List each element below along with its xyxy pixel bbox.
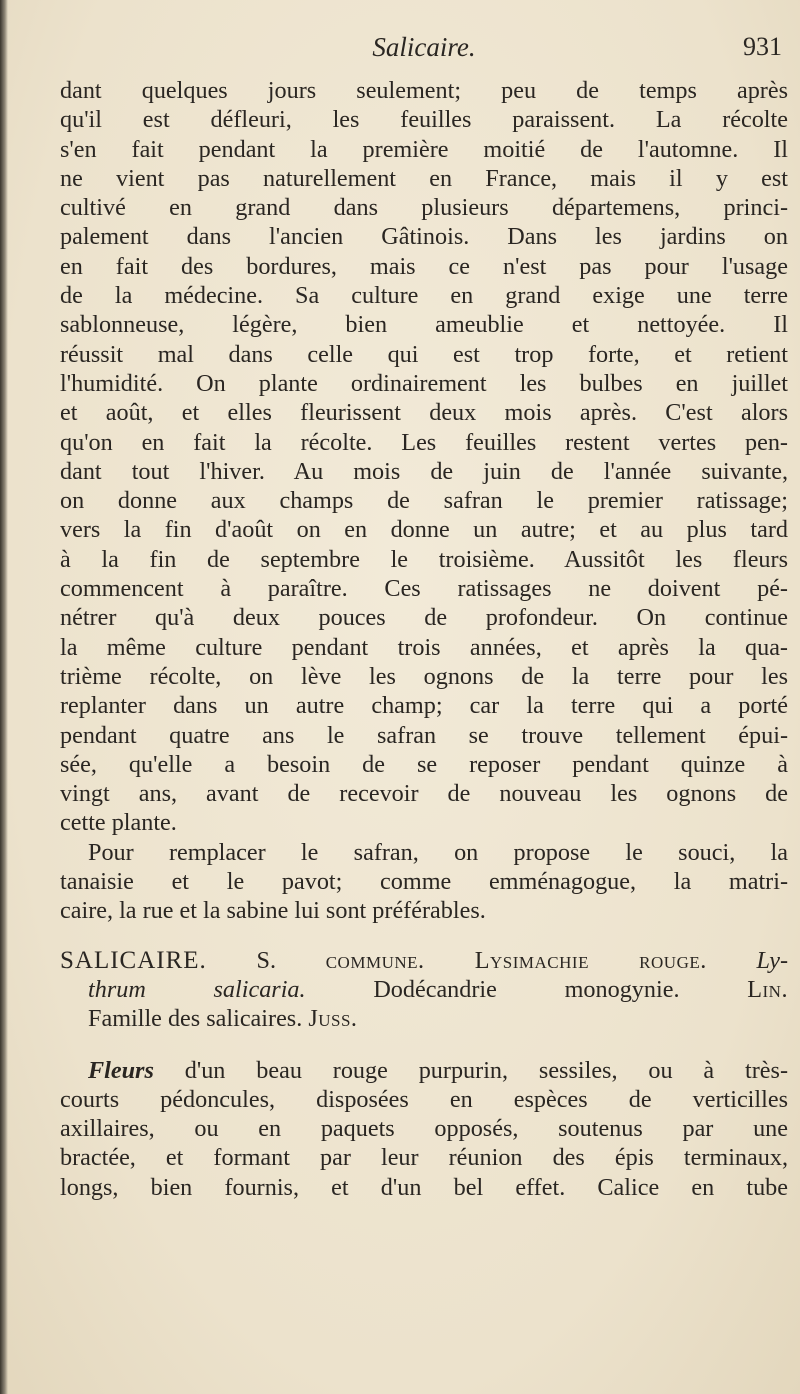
synonyms-label: S.: [256, 946, 277, 974]
text-line: la même culture pendant trois années, et après la qua-: [60, 633, 788, 661]
entry-heading-line: [60, 975, 788, 1004]
text-line: palement dans l'ancien Gâtinois. Dans les jardins on: [60, 223, 788, 251]
text-line: vers la fin d'août on en donne un autre; et au plus tard: [60, 516, 788, 544]
text-line: dant tout l'hiver. Au mois de juin de l'année suivante,: [60, 457, 788, 485]
text-line: tanaisie et le pavot; comme emménagogue, la matri-: [60, 868, 788, 896]
page-gutter-shadow: [0, 0, 8, 1394]
text-line: courts pédoncules, disposées en espèces de verticilles: [60, 1085, 788, 1113]
text-line: à la fin de septembre le troisième. Aussitôt les fleurs: [60, 545, 788, 573]
text-line: en fait des bordures, mais ce n'est pas pour l'usage: [60, 252, 788, 280]
running-title: Salicaire.: [372, 32, 476, 62]
text-line: l'humidité. On plante ordinairement les bulbes en juillet: [60, 369, 788, 397]
text-line: replanter dans un autre champ; car la terre qui a porté: [60, 692, 788, 720]
text-line: Pour remplacer le safran, on propose le souci, la: [88, 838, 788, 866]
text-line: longs, bien fournis, et d'un bel effet. Calice en tube: [60, 1173, 788, 1201]
text-line: s'en fait pendant la première moitié de l'automne. Il: [60, 135, 788, 163]
entry-heading-line: [60, 946, 788, 975]
spacer: [60, 926, 788, 946]
text-line: réussit mal dans celle qui est trop forte, et retient: [60, 340, 788, 368]
text-line: trième récolte, on lève les ognons de la terre pour les: [60, 662, 788, 690]
text-line: [60, 1056, 788, 1085]
lead-line-rest: d'un beau rouge purpurin, sessiles, ou à très-: [184, 1056, 789, 1084]
entry-synonyms: commune. Lysimachie rouge.: [325, 946, 707, 974]
text-line: qu'il est défleuri, les feuilles paraissent. La récolte: [60, 106, 788, 134]
page-header: [60, 30, 788, 70]
text-line: on donne aux champs de safran le premier ratissage;: [60, 487, 788, 515]
text-line: de la médecine. Sa culture en grand exige une terre: [60, 282, 788, 310]
text-line: qu'on en fait la récolte. Les feuilles restent vertes pen-: [60, 428, 788, 456]
authority-linnaeus: Lin.: [747, 975, 788, 1003]
body-text: [60, 76, 788, 1202]
text-line: cette plante.: [60, 809, 177, 837]
text-line: commencent à paraître. Ces ratissages ne doivent pé-: [60, 575, 788, 603]
text-line: cultivé en grand dans plusieurs départemens, princi-: [60, 194, 788, 222]
family-line: Famille des salicaires.: [88, 1005, 303, 1033]
authority-jussieu: Juss.: [308, 1005, 358, 1033]
text-line: bractée, et formant par leur réunion des épis terminaux,: [60, 1144, 788, 1172]
paragraph-lead-word: Fleurs: [88, 1056, 154, 1084]
latin-name-part1: Ly-: [756, 946, 789, 974]
page-number: 931: [743, 32, 782, 61]
text-line: axillaires, ou en paquets opposés, soutenus par une: [60, 1115, 788, 1143]
classification: Dodécandrie monogynie.: [373, 975, 680, 1003]
paragraph-safran-substitutes: [60, 838, 788, 926]
spacer: [60, 1034, 788, 1056]
text-line: sée, qu'elle a besoin de se reposer pendant quinze à: [60, 750, 788, 778]
text-line: caire, la rue et la sabine lui sont préférables.: [60, 897, 486, 925]
text-line: vingt ans, avant de recevoir de nouveau les ognons de: [60, 780, 788, 808]
paragraph-fleurs: [60, 1056, 788, 1202]
text-line: pendant quatre ans le safran se trouve tellement épui-: [60, 721, 788, 749]
paragraph-safran-culture: [60, 76, 788, 838]
text-line: dant quelques jours seulement; peu de temps après: [60, 77, 788, 104]
text-line: et août, et elles fleurissent deux mois après. C'est alors: [60, 399, 788, 427]
latin-name-part2: thrum salicaria.: [88, 975, 306, 1003]
text-line: sablonneuse, légère, bien ameublie et nettoyée. Il: [60, 311, 788, 339]
entry-heading-salicaire: [60, 946, 788, 1034]
text-line: ne vient pas naturellement en France, mais il y est: [60, 164, 788, 192]
entry-headword: SALICAIRE.: [60, 946, 207, 974]
text-line: nétrer qu'à deux pouces de profondeur. On continue: [60, 604, 788, 632]
entry-heading-line: [60, 1004, 788, 1033]
